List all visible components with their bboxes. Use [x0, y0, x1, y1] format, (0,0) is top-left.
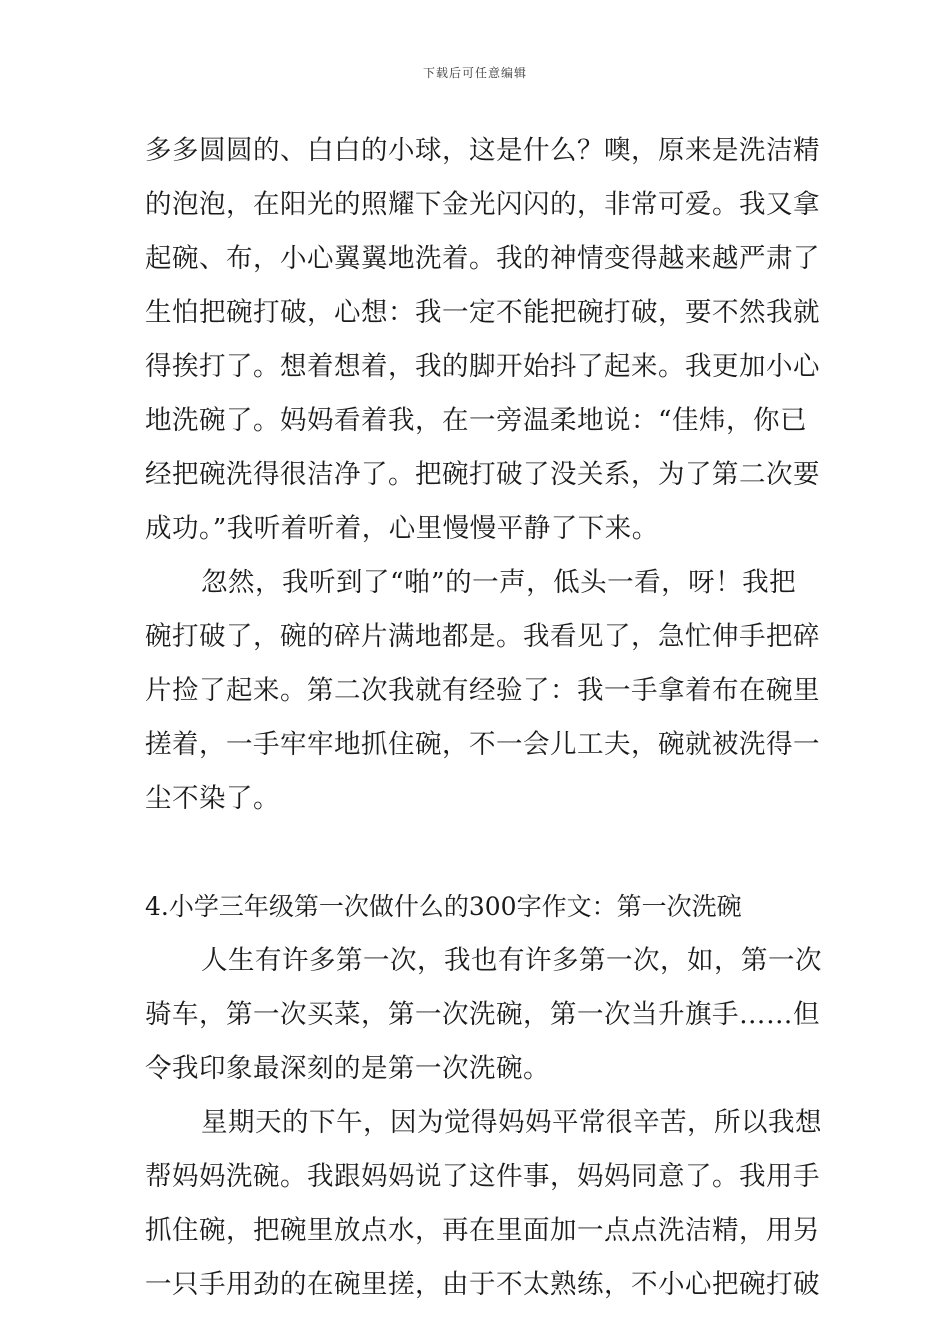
text-line: 一只手用劲的在碗里搓，由于不太熟练，不小心把碗打破: [145, 1269, 820, 1300]
text-line: 骑车，第一次买菜，第一次洗碗，第一次当升旗手……但: [145, 999, 820, 1030]
text-line: 碗打破了，碗的碎片满地都是。我看见了，急忙伸手把碎: [145, 621, 820, 652]
text-line: 人生有许多第一次，我也有许多第一次，如，第一次: [201, 945, 822, 976]
paragraph-3: [145, 934, 822, 1096]
section-heading: 4.小学三年级第一次做什么的300字作文：第一次洗碗: [145, 892, 742, 921]
text-line: 尘不染了。: [145, 783, 280, 814]
text-line: 生怕把碗打破，心想：我一定不能把碗打破，要不然我就: [145, 297, 820, 328]
text-line: 帮妈妈洗碗。我跟妈妈说了这件事，妈妈同意了。我用手: [145, 1161, 820, 1192]
header-note: 下载后可任意编辑: [422, 66, 527, 80]
text-line: 起碗、布，小心翼翼地洗着。我的神情变得越来越严肃了: [145, 243, 820, 274]
text-line: 片捡了起来。第二次我就有经验了：我一手拿着布在碗里: [145, 675, 820, 706]
text-line: 成功。”我听着听着，心里慢慢平静了下来。: [145, 513, 659, 544]
text-line: 搓着，一手牢牢地抓住碗，不一会儿工夫，碗就被洗得一: [145, 729, 820, 760]
document-body: [145, 124, 822, 1312]
text-line: 的泡泡，在阳光的照耀下金光闪闪的，非常可爱。我又拿: [145, 189, 820, 220]
text-line: 得挨打了。想着想着，我的脚开始抖了起来。我更加小心: [145, 351, 820, 382]
section-spacer: [145, 826, 815, 880]
paragraph-1: [145, 124, 820, 556]
text-line: 抓住碗，把碗里放点水，再在里面加一点点洗洁精，用另: [145, 1215, 820, 1246]
text-line: 经把碗洗得很洁净了。把碗打破了没关系，为了第二次要: [145, 459, 820, 490]
paragraph-2: [145, 556, 820, 826]
paragraph-4: [145, 1096, 822, 1312]
text-line: 星期天的下午，因为觉得妈妈平常很辛苦，所以我想: [201, 1107, 822, 1138]
text-line: 忽然，我听到了“啪”的一声，低头一看，呀！我把: [201, 567, 797, 598]
text-line: 多多圆圆的、白白的小球，这是什么？噢，原来是洗洁精: [145, 135, 820, 166]
text-line: 地洗碗了。妈妈看着我，在一旁温柔地说：“佳炜，你已: [145, 405, 808, 436]
text-line: 令我印象最深刻的是第一次洗碗。: [145, 1053, 550, 1084]
